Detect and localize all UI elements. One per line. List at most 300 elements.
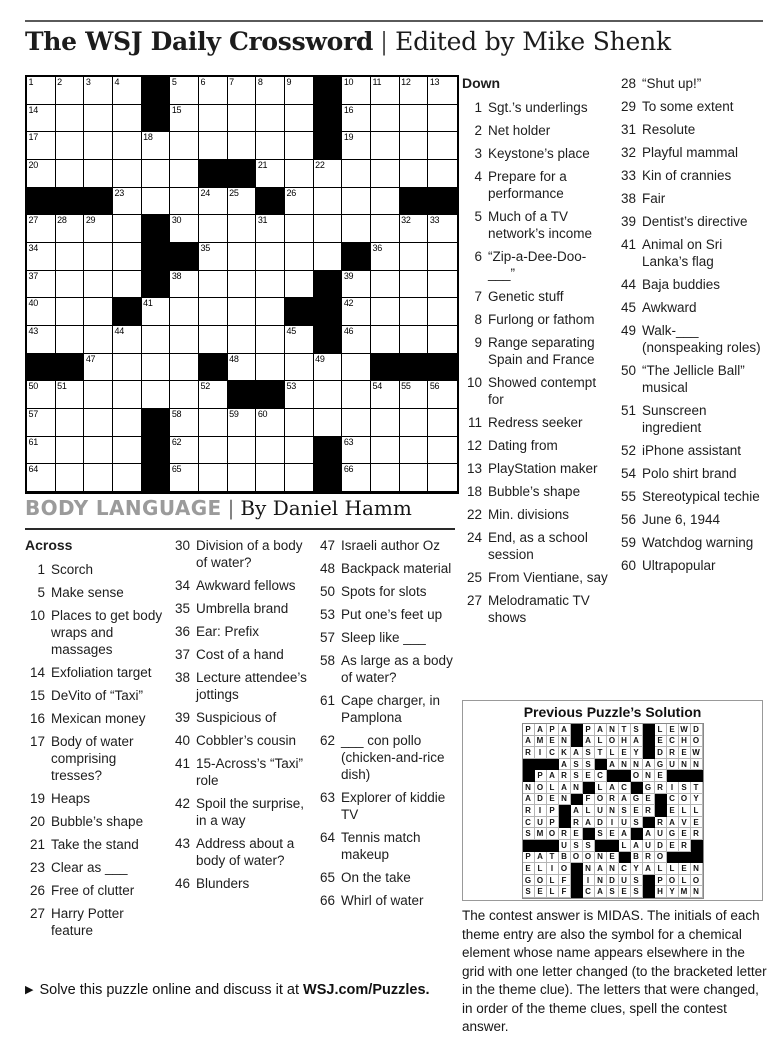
grid-cell[interactable] xyxy=(400,464,429,492)
grid-cell[interactable] xyxy=(84,354,113,382)
grid-cell[interactable] xyxy=(170,326,199,354)
grid-cell-number: 33 xyxy=(429,215,440,226)
grid-cell[interactable] xyxy=(84,464,113,492)
previous-solution-title: Previous Puzzle’s Solution xyxy=(523,704,702,720)
grid-cell[interactable] xyxy=(113,464,142,492)
grid-cell[interactable] xyxy=(371,271,400,299)
grid-cell[interactable] xyxy=(27,409,56,437)
solution-cell-black xyxy=(583,782,595,794)
solution-cell: A xyxy=(643,828,655,840)
grid-cell-number: 42 xyxy=(343,298,354,309)
solution-cell: O xyxy=(595,794,607,806)
clue-number: 41 xyxy=(620,237,636,252)
grid-cell-number: 59 xyxy=(229,408,239,419)
clue-number: 29 xyxy=(620,99,636,114)
clue-item xyxy=(25,664,165,681)
grid-cell-black xyxy=(142,271,171,299)
grid-cell[interactable] xyxy=(199,437,228,465)
solution-cell: V xyxy=(679,817,691,829)
right-triangle-icon: ▶ xyxy=(25,984,34,996)
grid-cell[interactable] xyxy=(170,381,199,409)
grid-cell[interactable] xyxy=(342,326,371,354)
grid-cell[interactable] xyxy=(256,437,285,465)
solution-cell-black xyxy=(595,840,607,852)
solution-cell: U xyxy=(643,840,655,852)
grid-cell[interactable] xyxy=(228,437,257,465)
grid-cell[interactable] xyxy=(342,188,371,216)
grid-cell[interactable] xyxy=(371,160,400,188)
clue-item xyxy=(25,733,165,784)
grid-cell[interactable] xyxy=(113,132,142,160)
grid-cell[interactable] xyxy=(142,160,171,188)
solution-cell: U xyxy=(667,759,679,771)
grid-cell[interactable] xyxy=(228,188,257,216)
grid-cell[interactable] xyxy=(84,160,113,188)
grid-cell[interactable] xyxy=(84,298,113,326)
clue-item xyxy=(462,99,613,116)
clue-item xyxy=(462,529,613,563)
grid-cell[interactable] xyxy=(199,298,228,326)
grid-cell[interactable] xyxy=(371,437,400,465)
grid-cell[interactable] xyxy=(256,326,285,354)
clue-text: Blunders xyxy=(196,876,250,891)
grid-cell[interactable] xyxy=(314,215,343,243)
grid-cell[interactable] xyxy=(314,381,343,409)
grid-cell[interactable] xyxy=(84,437,113,465)
clue-text: Cost of a hand xyxy=(196,647,284,662)
grid-cell-number: 27 xyxy=(28,215,38,226)
clue-text: Walk-___ (nonspeaking roles) xyxy=(642,323,761,355)
grid-cell[interactable] xyxy=(256,132,285,160)
grid-cell[interactable] xyxy=(27,215,56,243)
grid-cell-number: 13 xyxy=(429,77,440,87)
grid-cell[interactable] xyxy=(285,77,314,105)
clue-text: Furlong or fathom xyxy=(488,312,595,327)
grid-cell[interactable] xyxy=(84,77,113,105)
grid-cell[interactable] xyxy=(285,354,314,382)
grid-cell[interactable] xyxy=(56,215,85,243)
grid-cell[interactable] xyxy=(170,298,199,326)
clue-text: Backpack material xyxy=(341,561,452,576)
grid-cell[interactable] xyxy=(170,464,199,492)
grid-cell[interactable] xyxy=(113,381,142,409)
clue-number: 54 xyxy=(620,466,636,481)
clue-text: Explorer of kiddie TV xyxy=(341,790,446,822)
grid-cell[interactable] xyxy=(142,298,171,326)
grid-cell[interactable] xyxy=(400,437,429,465)
grid-cell[interactable] xyxy=(256,160,285,188)
grid-cell[interactable] xyxy=(56,326,85,354)
grid-cell[interactable] xyxy=(199,132,228,160)
grid-cell[interactable] xyxy=(371,105,400,133)
grid-cell[interactable] xyxy=(113,215,142,243)
grid-cell[interactable] xyxy=(84,381,113,409)
grid-cell[interactable] xyxy=(428,215,457,243)
clue-number: 39 xyxy=(174,710,190,725)
grid-cell[interactable] xyxy=(199,409,228,437)
grid-cell[interactable] xyxy=(199,271,228,299)
grid-cell[interactable] xyxy=(400,271,429,299)
puzzle-name: BODY LANGUAGE xyxy=(25,496,222,520)
grid-cell[interactable] xyxy=(27,326,56,354)
solution-cell: O xyxy=(583,852,595,864)
grid-cell[interactable] xyxy=(342,271,371,299)
grid-cell-black xyxy=(314,105,343,133)
solution-cell: S xyxy=(523,886,535,898)
clue-item xyxy=(462,311,613,328)
grid-cell[interactable] xyxy=(371,215,400,243)
grid-cell[interactable] xyxy=(142,326,171,354)
solution-cell: A xyxy=(583,736,595,748)
solution-cell: O xyxy=(535,875,547,887)
grid-cell[interactable] xyxy=(428,160,457,188)
grid-cell[interactable] xyxy=(84,271,113,299)
grid-cell[interactable] xyxy=(84,409,113,437)
grid-cell[interactable] xyxy=(371,132,400,160)
grid-cell[interactable] xyxy=(199,215,228,243)
grid-cell[interactable] xyxy=(228,409,257,437)
grid-cell[interactable] xyxy=(56,464,85,492)
clue-number: 5 xyxy=(37,585,45,600)
grid-cell[interactable] xyxy=(84,215,113,243)
grid-cell[interactable] xyxy=(84,132,113,160)
grid-cell[interactable] xyxy=(400,105,429,133)
grid-cell[interactable] xyxy=(113,326,142,354)
grid-cell-black xyxy=(113,298,142,326)
grid-cell[interactable] xyxy=(256,409,285,437)
clue-text: Umbrella brand xyxy=(196,601,289,616)
grid-cell[interactable] xyxy=(113,77,142,105)
solution-cell: E xyxy=(583,770,595,782)
solution-cell: E xyxy=(619,886,631,898)
clue-item xyxy=(462,460,613,477)
grid-cell[interactable] xyxy=(342,105,371,133)
grid-cell[interactable] xyxy=(113,105,142,133)
grid-cell[interactable] xyxy=(342,132,371,160)
grid-cell-number: 35 xyxy=(200,242,210,253)
grid-cell-number: 63 xyxy=(343,436,354,447)
clue-number: 30 xyxy=(174,538,190,553)
clue-item xyxy=(462,334,613,368)
clue-number: 18 xyxy=(466,484,482,499)
grid-cell-number: 66 xyxy=(343,464,354,475)
grid-cell-black xyxy=(170,243,199,271)
grid-cell[interactable] xyxy=(56,160,85,188)
clue-text: Bubble’s shape xyxy=(51,814,144,829)
solution-cell: S xyxy=(619,805,631,817)
grid-cell[interactable] xyxy=(400,77,429,105)
grid-cell[interactable] xyxy=(342,215,371,243)
clue-number: 61 xyxy=(319,693,335,708)
grid-cell[interactable] xyxy=(199,464,228,492)
grid-cell[interactable] xyxy=(342,409,371,437)
grid-cell[interactable] xyxy=(228,243,257,271)
grid-cell[interactable] xyxy=(285,409,314,437)
grid-cell[interactable] xyxy=(228,464,257,492)
grid-cell[interactable] xyxy=(285,160,314,188)
grid-cell[interactable] xyxy=(428,243,457,271)
grid-cell[interactable] xyxy=(314,354,343,382)
grid-cell[interactable] xyxy=(199,326,228,354)
clue-item xyxy=(315,732,458,783)
grid-cell[interactable] xyxy=(400,409,429,437)
grid-cell[interactable] xyxy=(142,381,171,409)
grid-cell[interactable] xyxy=(400,381,429,409)
grid-cell[interactable] xyxy=(228,298,257,326)
grid-cell[interactable] xyxy=(56,409,85,437)
grid-cell[interactable] xyxy=(170,77,199,105)
grid-cell[interactable] xyxy=(142,132,171,160)
grid-cell[interactable] xyxy=(228,354,257,382)
clue-text: Spoil the surprise, in a way xyxy=(196,796,305,828)
grid-cell-number: 53 xyxy=(286,381,296,392)
grid-cell[interactable] xyxy=(27,381,56,409)
grid-cell[interactable] xyxy=(56,77,85,105)
grid-cell[interactable] xyxy=(256,243,285,271)
grid-cell[interactable] xyxy=(400,326,429,354)
grid-cell[interactable] xyxy=(84,105,113,133)
grid-cell[interactable] xyxy=(314,188,343,216)
clue-text: Body of water comprising tresses? xyxy=(51,734,134,783)
clue-item xyxy=(25,561,165,578)
grid-cell[interactable] xyxy=(170,188,199,216)
clue-text: Harry Potter feature xyxy=(51,906,124,938)
grid-cell[interactable] xyxy=(199,243,228,271)
grid-cell[interactable] xyxy=(113,437,142,465)
grid-cell-number: 44 xyxy=(114,325,124,336)
clue-number: 37 xyxy=(174,647,190,662)
grid-cell-black xyxy=(314,437,343,465)
solution-cell: L xyxy=(691,805,703,817)
clue-number: 17 xyxy=(29,734,45,749)
grid-cell[interactable] xyxy=(228,271,257,299)
grid-cell[interactable] xyxy=(228,132,257,160)
grid-cell[interactable] xyxy=(428,132,457,160)
grid-cell[interactable] xyxy=(199,381,228,409)
grid-cell[interactable] xyxy=(285,188,314,216)
grid-cell[interactable] xyxy=(256,354,285,382)
grid-cell[interactable] xyxy=(342,437,371,465)
grid-cell[interactable] xyxy=(371,381,400,409)
grid-cell[interactable] xyxy=(113,188,142,216)
grid-cell[interactable] xyxy=(342,298,371,326)
grid-cell[interactable] xyxy=(371,464,400,492)
grid-cell[interactable] xyxy=(84,243,113,271)
solution-cell: D xyxy=(655,840,667,852)
grid-cell[interactable] xyxy=(428,271,457,299)
grid-cell[interactable] xyxy=(56,132,85,160)
grid-cell-black xyxy=(314,326,343,354)
clue-number: 66 xyxy=(319,893,335,908)
grid-cell[interactable] xyxy=(199,188,228,216)
solution-cell: E xyxy=(607,852,619,864)
clue-text: ___ con pollo (chicken-and-rice dish) xyxy=(341,733,445,782)
crossword-grid[interactable] xyxy=(25,75,459,494)
grid-cell[interactable] xyxy=(113,354,142,382)
clue-text: Ear: Prefix xyxy=(196,624,260,639)
grid-cell[interactable] xyxy=(428,409,457,437)
grid-cell[interactable] xyxy=(27,105,56,133)
solution-cell-black xyxy=(631,828,643,840)
grid-cell[interactable] xyxy=(170,437,199,465)
solution-cell: R xyxy=(559,828,571,840)
grid-cell-black xyxy=(285,298,314,326)
grid-cell[interactable] xyxy=(170,160,199,188)
solution-cell-black xyxy=(619,852,631,864)
grid-cell[interactable] xyxy=(256,105,285,133)
grid-cell[interactable] xyxy=(428,326,457,354)
solution-cell-black xyxy=(691,840,703,852)
grid-cell[interactable] xyxy=(56,271,85,299)
clue-text: Dentist’s directive xyxy=(642,214,748,229)
grid-cell[interactable] xyxy=(170,105,199,133)
grid-cell[interactable] xyxy=(228,326,257,354)
grid-cell[interactable] xyxy=(314,160,343,188)
clue-item xyxy=(616,236,767,270)
grid-cell[interactable] xyxy=(256,77,285,105)
grid-cell[interactable] xyxy=(314,409,343,437)
grid-cell[interactable] xyxy=(342,77,371,105)
grid-cell[interactable] xyxy=(428,464,457,492)
clue-number: 38 xyxy=(620,191,636,206)
clue-number: 48 xyxy=(319,561,335,576)
grid-cell[interactable] xyxy=(170,354,199,382)
grid-cell[interactable] xyxy=(56,105,85,133)
grid-cell-number: 19 xyxy=(343,132,354,143)
clue-item xyxy=(462,122,613,139)
grid-cell[interactable] xyxy=(27,464,56,492)
grid-cell[interactable] xyxy=(400,132,429,160)
grid-cell[interactable] xyxy=(428,77,457,105)
grid-cell[interactable] xyxy=(371,326,400,354)
grid-cell[interactable] xyxy=(342,160,371,188)
grid-cell[interactable] xyxy=(27,437,56,465)
grid-cell[interactable] xyxy=(285,464,314,492)
grid-cell[interactable] xyxy=(285,437,314,465)
grid-cell[interactable] xyxy=(56,437,85,465)
grid-cell[interactable] xyxy=(56,381,85,409)
grid-cell[interactable] xyxy=(285,243,314,271)
grid-cell[interactable] xyxy=(113,409,142,437)
grid-cell[interactable] xyxy=(170,271,199,299)
solution-cell: A xyxy=(535,852,547,864)
grid-cell[interactable] xyxy=(228,77,257,105)
wsj-puzzles-link[interactable]: WSJ.com/Puzzles. xyxy=(303,982,430,998)
solution-cell: U xyxy=(655,828,667,840)
down-clues-column-1 xyxy=(462,75,613,632)
grid-cell[interactable] xyxy=(371,298,400,326)
grid-cell[interactable] xyxy=(142,354,171,382)
grid-cell-number: 9 xyxy=(286,77,292,87)
solution-cell: L xyxy=(583,805,595,817)
grid-cell[interactable] xyxy=(27,243,56,271)
contest-note: The contest answer is MIDAS. The initials of each theme entry are also the symbol for a chemical element whose name appears elsewhere in the grid with one letter changed (to the bracketed letter in the theme clue). The letters that were changed, in order of the theme clues, spell the contest answer. xyxy=(462,908,767,1034)
solution-cell: E xyxy=(655,770,667,782)
grid-cell[interactable] xyxy=(84,326,113,354)
grid-cell[interactable] xyxy=(371,243,400,271)
grid-cell[interactable] xyxy=(314,243,343,271)
grid-cell[interactable] xyxy=(371,77,400,105)
solution-cell: P xyxy=(547,724,559,736)
grid-cell[interactable] xyxy=(342,354,371,382)
grid-cell[interactable] xyxy=(342,464,371,492)
grid-cell[interactable] xyxy=(428,437,457,465)
grid-cell[interactable] xyxy=(428,298,457,326)
grid-cell-black xyxy=(142,437,171,465)
solution-cell-black xyxy=(571,886,583,898)
grid-cell[interactable] xyxy=(285,326,314,354)
grid-cell[interactable] xyxy=(285,215,314,243)
grid-cell[interactable] xyxy=(199,105,228,133)
grid-cell[interactable] xyxy=(170,132,199,160)
grid-cell[interactable] xyxy=(228,215,257,243)
grid-cell[interactable] xyxy=(27,160,56,188)
title-separator: | xyxy=(380,28,389,56)
grid-cell[interactable] xyxy=(371,188,400,216)
grid-cell[interactable] xyxy=(400,298,429,326)
solution-cell: P xyxy=(535,770,547,782)
grid-cell[interactable] xyxy=(113,160,142,188)
grid-cell[interactable] xyxy=(170,409,199,437)
grid-cell[interactable] xyxy=(56,298,85,326)
grid-cell[interactable] xyxy=(256,298,285,326)
grid-cell[interactable] xyxy=(256,271,285,299)
grid-cell-black xyxy=(400,354,429,382)
grid-cell[interactable] xyxy=(400,160,429,188)
grid-cell[interactable] xyxy=(27,132,56,160)
clue-text: Put one’s feet up xyxy=(341,607,443,622)
clue-number: 13 xyxy=(466,461,482,476)
grid-cell[interactable] xyxy=(199,77,228,105)
solution-cell: L xyxy=(655,863,667,875)
grid-cell[interactable] xyxy=(428,381,457,409)
solution-cell: P xyxy=(583,724,595,736)
grid-cell[interactable] xyxy=(342,381,371,409)
grid-cell[interactable] xyxy=(400,243,429,271)
grid-cell[interactable] xyxy=(256,464,285,492)
clue-item xyxy=(25,836,165,853)
grid-cell[interactable] xyxy=(285,271,314,299)
clue-text: Fair xyxy=(642,191,666,206)
clue-text: PlayStation maker xyxy=(488,461,598,476)
solution-cell: L xyxy=(667,863,679,875)
solution-cell: F xyxy=(559,875,571,887)
solution-cell: S xyxy=(607,886,619,898)
grid-cell[interactable] xyxy=(371,409,400,437)
grid-cell[interactable] xyxy=(27,271,56,299)
grid-cell-black xyxy=(27,354,56,382)
grid-cell[interactable] xyxy=(113,271,142,299)
grid-cell[interactable] xyxy=(113,243,142,271)
grid-cell[interactable] xyxy=(285,105,314,133)
grid-cell[interactable] xyxy=(142,188,171,216)
grid-cell[interactable] xyxy=(27,298,56,326)
grid-cell-number: 37 xyxy=(28,270,38,281)
grid-cell[interactable] xyxy=(428,105,457,133)
grid-cell[interactable] xyxy=(400,215,429,243)
solution-cell: A xyxy=(535,724,547,736)
grid-cell[interactable] xyxy=(170,215,199,243)
grid-cell[interactable] xyxy=(285,132,314,160)
grid-cell[interactable] xyxy=(27,77,56,105)
grid-cell[interactable] xyxy=(256,215,285,243)
grid-cell[interactable] xyxy=(56,243,85,271)
grid-cell[interactable] xyxy=(228,105,257,133)
grid-cell-number: 8 xyxy=(257,77,263,87)
grid-cell[interactable] xyxy=(285,381,314,409)
clue-number: 12 xyxy=(466,438,482,453)
solution-cell: E xyxy=(535,886,547,898)
